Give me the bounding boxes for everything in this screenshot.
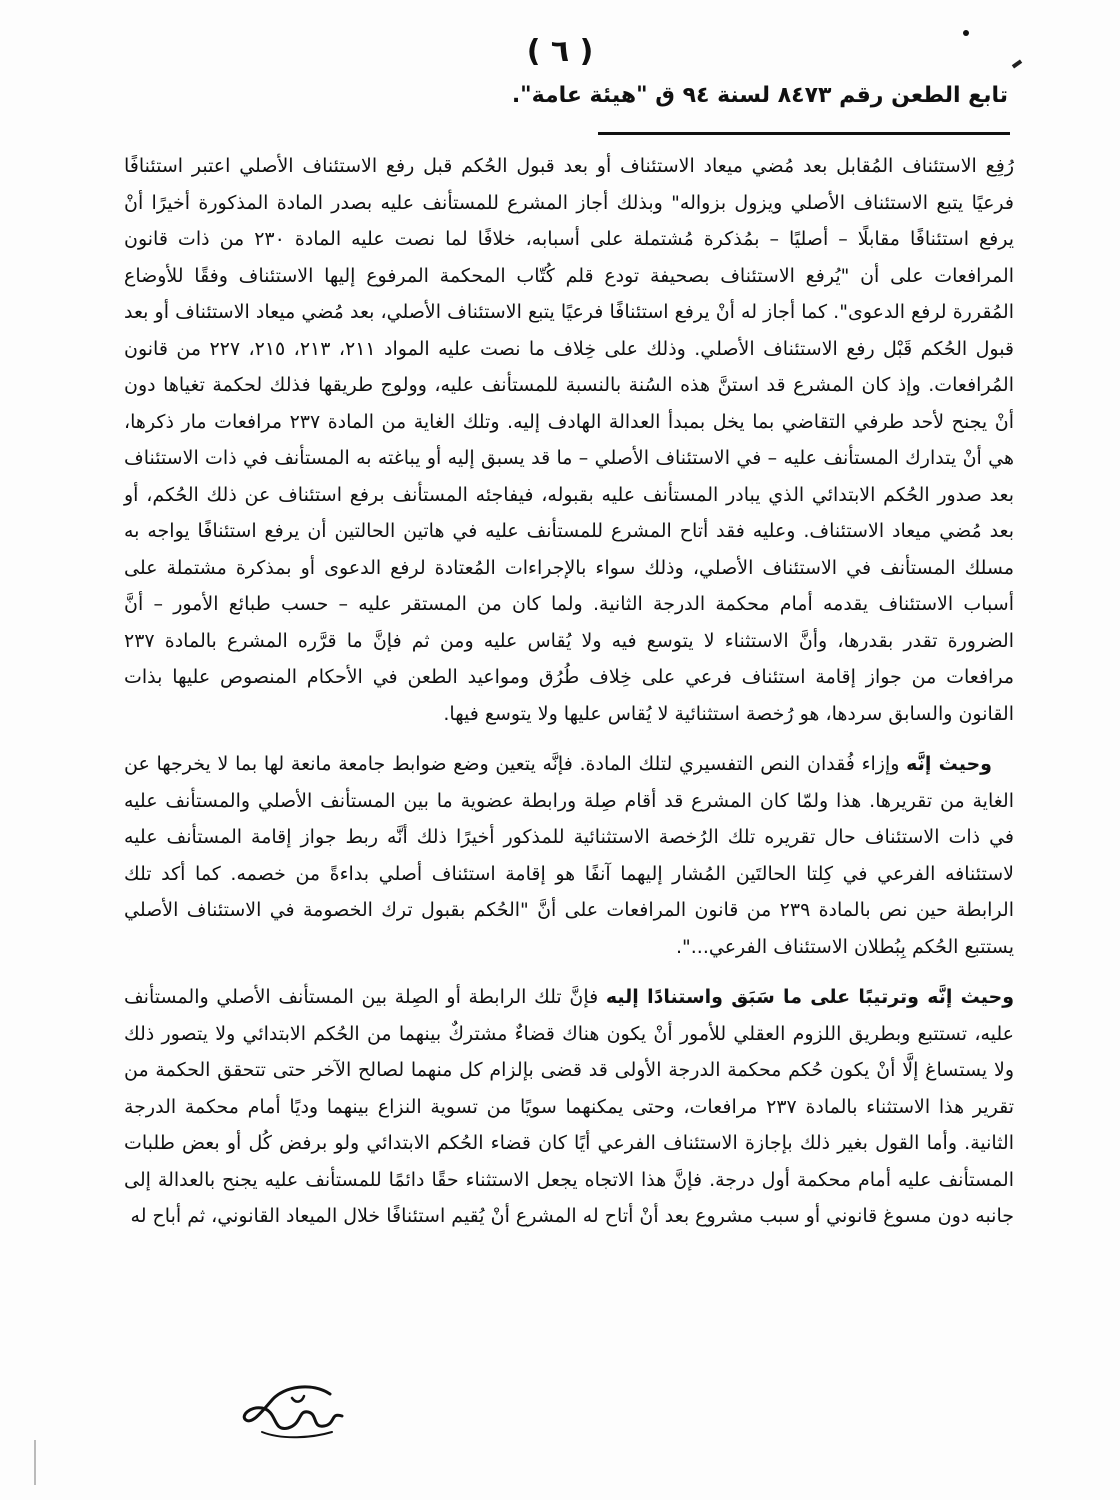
paragraph-2 — [124, 746, 1014, 965]
header-divider — [598, 132, 1010, 135]
document-body — [124, 148, 1014, 1249]
page-number: ( ٦ ) — [526, 34, 594, 69]
case-reference: تابع الطعن رقم ٨٤٧٣ لسنة ٩٤ ق "هيئة عامة". — [511, 83, 1008, 108]
ink-mark — [1012, 59, 1022, 68]
paragraph-3-lead: وحيث إنَّه وترتيبًا على ما سَبَق واستنادًا إليه — [605, 986, 1015, 1008]
signature — [232, 1376, 352, 1446]
paragraph-3 — [124, 979, 1014, 1235]
margin-mark — [34, 1440, 36, 1485]
ink-dot — [963, 30, 969, 36]
paragraph-3-text: فإنَّ تلك الرابطة أو الصِلة بين المستأنف الأصلي والمستأنف عليه، تستتبع وبطريق اللزوم العقلي للأمور أنْ يكون هناك قضاءٌ مشتركٌ بينهما من الحُكم الابتدائي ولا يتصور ذلك ولا يستساغ إلَّا أنْ يكون حُكم محكمة الدرجة الأولى قد قضى بإلزام كل منهما لصالح الآخر حتى تتحقق الحكمة من تقرير هذا الاستثناء بالمادة ٢٣٧ مرافعات، وحتى يمكنهما سويًا من تسوية النزاع بينهما وديًا أمام محكمة الدرجة الثانية. وأما القول بغير ذلك بإجازة الاستئناف الفرعي أيًا كان قضاء الحُكم الابتدائي ولو برفض كُل أو بعض طلبات المستأنف عليه أمام محكمة أول درجة. فإنَّ هذا الاتجاه يجعل الاستثناء حقًا دائمًا للمستأنف عليه يجنح بالعدالة إلى جانبه دون مسوغ قانوني أو سبب مشروع بعد أنْ أتاح له المشرع أنْ يُقيم استئنافًا خلال الميعاد القانوني، ثم أباح له — [124, 986, 1014, 1227]
paragraph-2-text: وإزاء فُقدان النص التفسيري لتلك المادة. فإنَّه يتعين وضع ضوابط جامعة مانعة لها بما لا يخرجها عن الغاية من تقريرها. هذا ولمّا كان المشرع قد أقام صِلة ورابطة عضوية ما بين المستأنف الأصلي والمستأنف عليه في ذات الاستئناف حال تقريره تلك الرُخصة الاستثنائية للمذكور أخيرًا ذلك أنَّه ربط جواز إقامة المستأنف عليه لاستئنافه الفرعي في كِلتا الحالتَين المُشار إليهما آنفًا هو إقامة استئناف أصلي بداءةً من خصمه. كما أكد تلك الرابطة حين نص بالمادة ٢٣٩ من قانون المرافعات على أنَّ "الحُكم بقبول ترك الخصومة في الاستئناف الأصلي يستتبع الحُكم بِبُطلان الاستئناف الفرعي...". — [124, 753, 1014, 958]
paragraph-2-lead: وحيث إنَّه — [906, 753, 992, 775]
paragraph-1: رُفِع الاستئناف المُقابل بعد مُضي ميعاد الاستئناف أو بعد قبول الحُكم قبل رفع الاستئناف الأصلي اعتبر استئنافًا فرعيًا يتبع الاستئناف الأصلي ويزول بزواله" وبذلك أجاز المشرع للمستأنف عليه بصدر المادة المذكورة أخيرًا أنْ يرفع استئنافًا مقابلًا – أصليًا – بمُذكرة مُشتملة على أسبابه، خلافًا لما نصت عليه المادة ٢٣٠ من ذات قانون المرافعات على أن "يُرفع الاستئناف بصحيفة تودع قلم كُتّاب المحكمة المرفوع إليها الاستئناف وفقًا للأوضاع المُقررة لرفع الدعوى". كما أجاز له أنْ يرفع استئنافًا فرعيًا يتبع الاستئناف الأصلي، بعد مُضي ميعاد الاستئناف أو بعد قبول الحُكم قَبْل رفع الاستئناف الأصلي. وذلك على خِلاف ما نصت عليه المواد ٢١١، ٢١٣، ٢١٥، ٢٢٧ من قانون المُرافعات. وإذ كان المشرع قد استنَّ هذه السُنة بالنسبة للمستأنف عليه، وولوج طريقها فذلك لحكمة تغياها دون أنْ يجنح لأحد طرفي التقاضي بما يخل بمبدأ العدالة الهادف إليه. وتلك الغاية من المادة ٢٣٧ مرافعات مار ذكرها، هي أنْ يتدارك المستأنف عليه – في الاستئناف الأصلي – ما قد يسبق إليه أو يباغته به المستأنف في ذات الاستئناف بعد صدور الحُكم الابتدائي الذي يبادر المستأنف عليه بقبوله، فيفاجئه المستأنف برفع استئناف عن ذلك الحُكم، أو بعد مُضي ميعاد الاستئناف. وعليه فقد أتاح المشرع للمستأنف عليه في هاتين الحالتين أن يرفع استئنافًا يواجه به مسلك المستأنف في الاستئناف الأصلي، وذلك سواء بالإجراءات المُعتادة لرفع الدعوى أو بمذكرة مشتملة على أسباب الاستئناف يقدمه أمام محكمة الدرجة الثانية. ولما كان من المستقر عليه – حسب طبائع الأمور – أنَّ الضرورة تقدر بقدرها، وأنَّ الاستثناء لا يتوسع فيه ولا يُقاس عليه ومن ثم فإنَّ ما قرَّره المشرع بالمادة ٢٣٧ مرافعات من جواز إقامة استئناف فرعي على خِلاف طُرُق ومواعيد الطعن في الأحكام المنصوص عليها بذات القانون والسابق سردها، هو رُخصة استثنائية لا يُقاس عليها ولا يتوسع فيها. — [124, 155, 1015, 725]
